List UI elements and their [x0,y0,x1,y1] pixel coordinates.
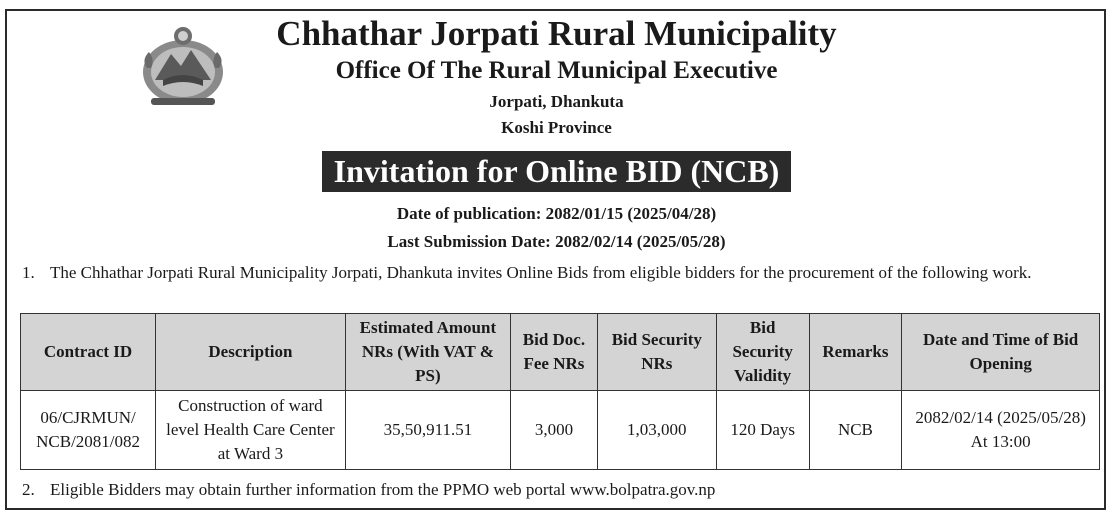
bid-doc-fee-cell: 3,000 [511,391,598,470]
column-header: Estimated Amount NRs (With VAT & PS) [345,314,510,391]
column-header: Bid Security NRs [597,314,716,391]
submission-date: Last Submission Date: 2082/02/14 (2025/05/28) [387,232,726,251]
contract-id-cell: 06/CJRMUN/ NCB/2081/082 [21,391,156,470]
paragraph-1 [22,260,1100,285]
description-cell: Construction of ward level Health Care Center at Ward 3 [156,391,346,470]
column-header: Remarks [809,314,902,391]
table-header-row [21,314,1100,391]
column-header: Contract ID [21,314,156,391]
paragraph-2-text: Eligible Bidders may obtain further information from the PPMO web portal www.bolpatra.gov.np [50,480,716,499]
column-header: Bid Doc. Fee NRs [511,314,598,391]
municipality-name: Chhathar Jorpati Rural Municipality [276,14,837,53]
notice-title: Invitation for Online BID (NCB) [322,151,792,192]
bid-table [20,313,1100,470]
bid-security-validity-cell: 120 Days [716,391,809,470]
estimated-amount-cell: 35,50,911.51 [345,391,510,470]
bid-opening-cell: 2082/02/14 (2025/05/28) At 13:00 [902,391,1100,470]
paragraph-2 [22,478,715,502]
table-row [21,391,1100,470]
column-header: Bid Security Validity [716,314,809,391]
office-name: Office Of The Rural Municipal Executive [335,57,778,84]
province: Koshi Province [501,118,612,137]
remarks-cell: NCB [809,391,902,470]
location: Jorpati, Dhankuta [489,92,624,111]
paragraph-1-number: 1. [22,263,35,282]
paragraph-1-text: The Chhathar Jorpati Rural Municipality Jorpati, Dhankuta invites Online Bids from eligible bidders for the procurement of the following work. [50,263,1032,282]
bid-security-cell: 1,03,000 [597,391,716,470]
column-header: Date and Time of Bid Opening [902,314,1100,391]
paragraph-2-number: 2. [22,480,35,499]
publication-date: Date of publication: 2082/01/15 (2025/04/28) [396,204,717,223]
column-header: Description [156,314,346,391]
